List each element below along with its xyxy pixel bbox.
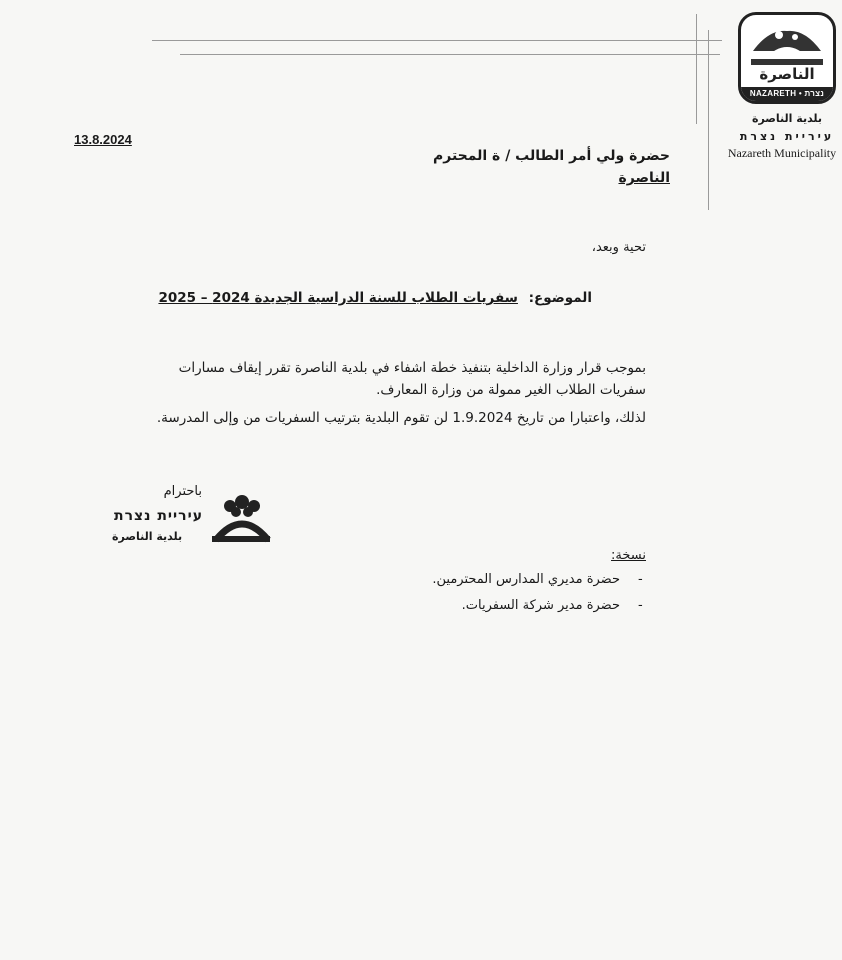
letter-greeting: تحية وبعد، <box>591 240 646 255</box>
logo-strip-text: NAZARETH • נצרת <box>741 87 833 101</box>
header-rule-vertical-2 <box>708 30 709 210</box>
letter-date: 13.8.2024 <box>74 132 132 147</box>
municipality-name-english: Nazareth Municipality <box>727 146 837 160</box>
body-line: سفريات الطلاب الغير ممولة من وزارة المعارف. <box>376 382 646 398</box>
municipality-name-arabic: بلدية الناصرة <box>751 112 823 125</box>
municipality-name-hebrew: עיריית נצרת <box>739 130 835 143</box>
letter-closing: باحترام <box>163 484 202 499</box>
body-line: بموجب قرار وزارة الداخلية بتنفيذ خطة اشفاء في بلدية الناصرة تقرر إيقاف مسارات <box>178 360 646 376</box>
municipality-logo <box>738 12 836 104</box>
stamp-arabic-text: بلدية الناصرة <box>112 530 183 543</box>
header-rule-vertical-1 <box>696 14 697 124</box>
header-rule-bottom <box>180 54 720 55</box>
subject-label: الموضوع: <box>528 290 592 306</box>
copy-item: حضرة مدير شركة السفريات. <box>461 598 620 613</box>
copy-bullet: - <box>638 572 643 587</box>
logo-landscape-icon <box>749 21 825 65</box>
stamp-hebrew-text: עיריית נצרת <box>114 508 204 524</box>
copy-bullet: - <box>638 598 643 613</box>
letter-recipient: حضرة ولي أمر الطالب / ة المحترم <box>432 148 670 164</box>
municipality-stamp-icon <box>210 494 272 544</box>
logo-arabic-text: الناصرة <box>759 65 815 83</box>
copies-label: نسخة: <box>611 548 646 563</box>
letter-city: الناصرة <box>618 170 670 186</box>
subject-text: سفريات الطلاب للسنة الدراسية الجديدة 2024 – 2025 <box>158 290 518 306</box>
copy-item: حضرة مديري المدارس المحترمين. <box>432 572 620 587</box>
body-line: لذلك، واعتبارا من تاريخ 1.9.2024 لن تقوم البلدية بترتيب السفريات من وإلى المدرسة. <box>156 410 646 426</box>
letter-subject <box>158 290 592 306</box>
header-rule-top <box>152 40 722 41</box>
